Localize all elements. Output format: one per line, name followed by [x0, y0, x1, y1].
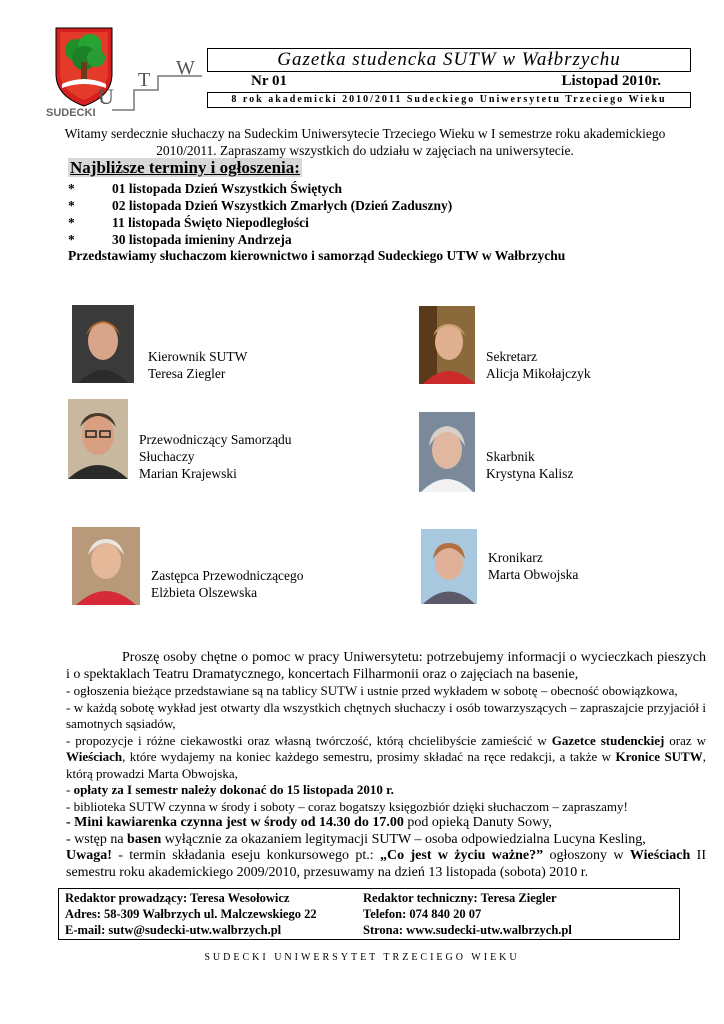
- person-vice-chairman: Zastępca Przewodniczącego Elżbieta Olszewska: [151, 568, 304, 600]
- paragraph: - propozycje i różne ciekawostki oraz własną twórczość, którą chcielibyście zamieścić w Gazetce studenckiej oraz w Wieściach, które wydajemy na koniec każdego semestru, prosimy składać na ręce redakcji, a także w Kronice SUTW, którą prowadzi Marta Obwojska,: [66, 732, 706, 781]
- photo-marta-obwojska: [421, 529, 477, 604]
- logo-letter-t: T: [138, 69, 151, 91]
- dates-list: [68, 180, 452, 248]
- footer-tech-editor: Redaktor techniczny: Teresa Ziegler: [363, 891, 557, 905]
- footer-address: Adres: 58-309 Wałbrzych ul. Malczewskiego 22: [65, 907, 317, 921]
- paragraph: - opłaty za I semestr należy dokonać do 15 listopada 2010 r.: [66, 782, 394, 797]
- person-manager: Kierownik SUTW Teresa Ziegler: [148, 349, 248, 381]
- list-item: * 11 listopada Święto Niepodległości: [68, 215, 309, 230]
- body-text: [66, 650, 706, 881]
- masthead: [207, 48, 691, 110]
- photo-teresa-ziegler: [72, 305, 134, 383]
- newsletter-subtitle: 8 rok akademicki 2010/2011 Sudeckiego Uniwersytetu Trzeciego Wieku: [207, 92, 691, 108]
- person-secretary: Sekretarz Alicja Mikołajczyk: [486, 349, 591, 381]
- footer-phone: Telefon: 074 840 20 07: [363, 907, 482, 921]
- list-item: * 02 listopada Dzień Wszystkich Zmarłych (Dzień Zaduszny): [68, 198, 453, 213]
- paragraph: - ogłoszenia bieżące przedstawiane są na tablicy SUTW i ustnie przed wykładem w sobotę – obecność obowiązkowa,: [66, 683, 678, 698]
- welcome-text: Witamy serdecznie słuchaczy na Sudeckim Uniwersytecie Trzeciego Wieku w I semestrze roku akademickiego 2010/2011. Zapraszamy wszystkich do udziału w zajęciach na uniwersytecie.: [64, 126, 666, 158]
- list-item: * 30 listopada imieniny Andrzeja: [68, 232, 292, 247]
- sutw-logo: [46, 24, 204, 120]
- paragraph: Proszę osoby chętne o pomoc w pracy Uniwersytetu: potrzebujemy informacji o wycieczkach pieszych i o spektaklach Teatru Dramatycznego, koncertach Filharmonii oraz o zajęciach na basenie,: [66, 650, 706, 682]
- person-chairman: Przewodniczący Samorządu Słuchaczy Marian Krajewski: [139, 432, 292, 481]
- footer-website[interactable]: Strona: www.sudecki-utw.walbrzych.pl: [363, 923, 572, 937]
- person-treasurer: Skarbnik Krystyna Kalisz: [486, 449, 574, 481]
- footer-box: [58, 888, 680, 940]
- newsletter-title: Gazetka studencka SUTW w Wałbrzychu: [207, 48, 691, 72]
- paragraph: - biblioteka SUTW czynna w środy i soboty – coraz bogatszy księgozbiór dzięki słuchaczom – zapraszamy!: [66, 798, 628, 814]
- photo-marian-krajewski: [68, 399, 128, 479]
- paragraph: Uwaga! - termin składania eseju konkursowego pt.: „Co jest w życiu ważne?” ogłoszony w Wieściach II semestru roku akademickiego 2009/2010, przesuwamy na dzień 13 listopada (sobota) 2010 r.: [66, 848, 706, 880]
- footer-editor: Redaktor prowadzący: Teresa Wesołowicz: [65, 891, 290, 905]
- paragraph: - Mini kawiarenka czynna jest w środy od 14.30 do 17.00 pod opieką Danuty Sowy,: [66, 815, 552, 830]
- footer-organization: SUDECKI UNIWERSYTET TRZECIEGO WIEKU: [204, 952, 520, 963]
- photo-elzbieta-olszewska: [72, 527, 140, 605]
- logo-sudecki: SUDECKI: [46, 107, 96, 119]
- announcements-heading: Najbliższe terminy i ogłoszenia:: [70, 158, 300, 177]
- photo-krystyna-kalisz: [419, 412, 475, 492]
- issue-number: Nr 01: [251, 73, 287, 89]
- logo-letter-w: W: [176, 57, 195, 79]
- presentation-line: Przedstawiamy słuchaczom kierownictwo i samorząd Sudeckiego UTW w Wałbrzychu: [68, 248, 566, 263]
- logo-letter-u: U: [98, 84, 114, 109]
- issue-date: Listopad 2010r.: [561, 73, 661, 89]
- person-chronicler: Kronikarz Marta Obwojska: [488, 550, 579, 582]
- paragraph: - w każdą sobotę wykład jest otwarty dla wszystkich chętnych słuchaczy i osób towarzyszących – zapraszajcie przyjaciół i samotnych sąsiadów,: [66, 699, 706, 731]
- list-item: * 01 listopada Dzień Wszystkich Świętych: [68, 181, 343, 196]
- footer-email[interactable]: E-mail: sutw@sudecki-utw.walbrzych.pl: [65, 923, 282, 937]
- photo-alicja-mikolajczyk: [419, 306, 475, 384]
- paragraph: - wstęp na basen wyłącznie za okazaniem legitymacji SUTW – osoba odpowiedzialna Lucyna Kesling,: [66, 831, 646, 847]
